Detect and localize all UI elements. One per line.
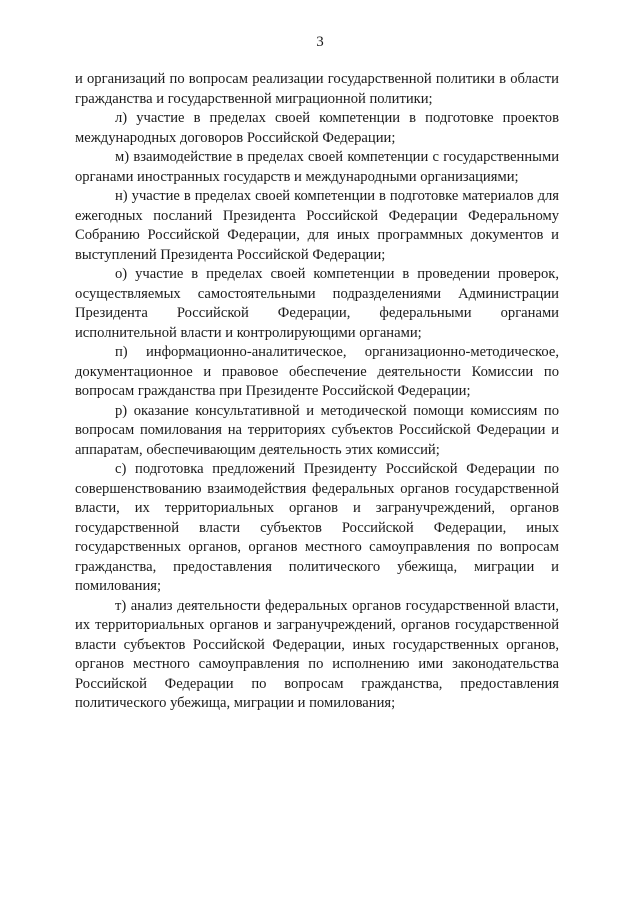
paragraph-item-t: т) анализ деятельности федеральных органов государственной власти, их территориальных органов и загранучреждений, органов государственной власти субъектов Российской Федерации, иных государственных органов, органов местного самоуправления по исполнению ими законодательства Российской Федерации по вопросам гражданства, предоставления политического убежища, миграции и помилования; <box>75 597 559 711</box>
paragraph-item-p: п) информационно-аналитическое, организационно-методическое, документационное и правовое обеспечение деятельности Комиссии по вопросам гражданства при Президенте Российской Федерации; <box>75 344 559 399</box>
paragraph-item-r: р) оказание консультативной и методической помощи комиссиям по вопросам помилования на территориях субъектов Российской Федерации и аппаратам, обеспечивающим деятельность этих комиссий; <box>75 402 559 458</box>
paragraph-item-o: о) участие в пределах своей компетенции в проведении проверок, осуществляемых самостоятельными подразделениями Администрации Президента Российской Федерации, федеральными органами исполнительной власти и контролирующими органами; <box>75 266 559 341</box>
paragraph-item-s: с) подготовка предложений Президенту Российской Федерации по совершенствованию взаимодействия федеральных органов государственной власти, их территориальных органов и загранучреждений, органов государственной власти субъектов Российской Федерации, иных государственных органов, органов местного самоуправления по вопросам гражданства, предоставления политического убежища, миграции и помилования; <box>75 461 559 594</box>
paragraph-item-m: м) взаимодействие в пределах своей компетенции с государственными органами иностранных государств и международными организациями; <box>75 149 559 185</box>
document-body <box>75 70 559 714</box>
paragraph-item-l: л) участие в пределах своей компетенции в подготовке проектов международных договоров Российской Федерации; <box>75 110 559 146</box>
paragraph-continuation: и организаций по вопросам реализации государственной политики в области гражданства и государственной миграционной политики; <box>75 71 559 107</box>
paragraph-item-n: н) участие в пределах своей компетенции в подготовке материалов для ежегодных посланий Президента Российской Федерации Федеральному Собранию Российской Федерации, для иных программных документов и выступлений Президента Российской Федерации; <box>75 188 559 263</box>
page-number: 3 <box>316 34 324 50</box>
